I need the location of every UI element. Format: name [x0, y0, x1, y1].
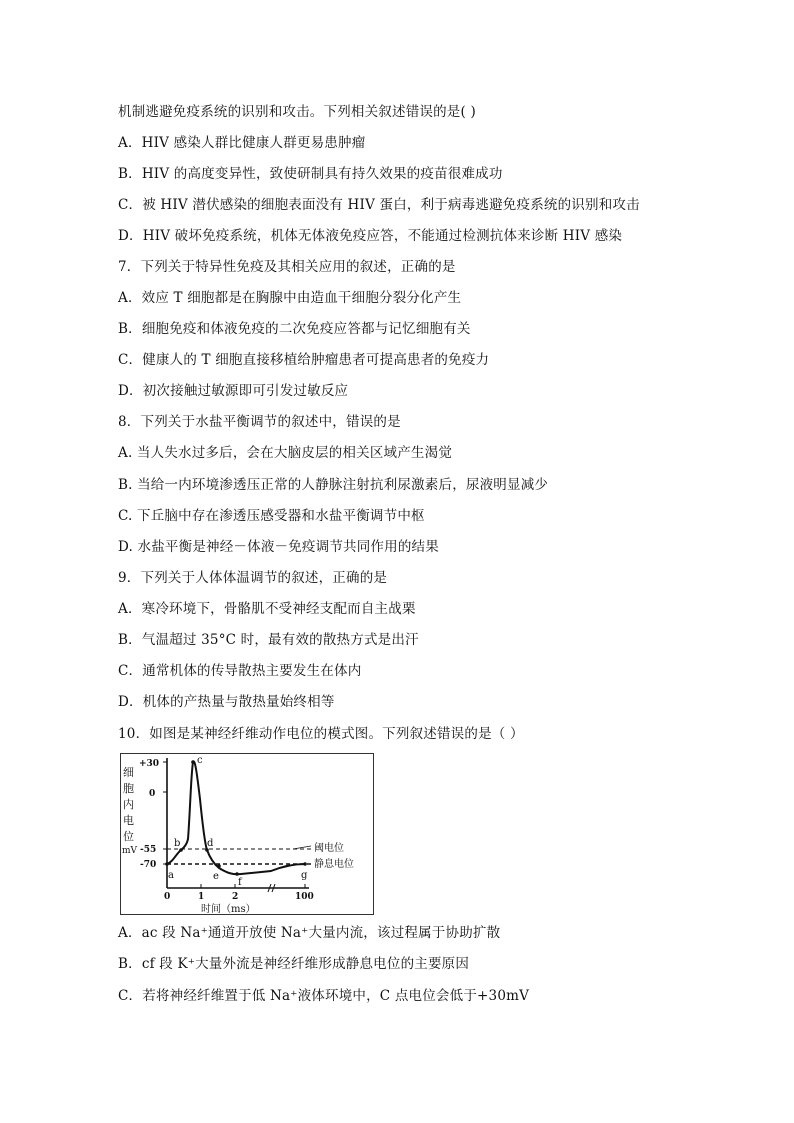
point-marker [217, 864, 221, 868]
text-line: B．细胞免疫和体液免疫的二次免疫应答都与记忆细胞有关 [118, 321, 471, 337]
potential-curve [167, 761, 305, 874]
point-marker [235, 872, 239, 876]
text-line: B. 当给一内环境渗透压正常的人静脉注射抗利尿激素后，尿液明显减少 [118, 477, 549, 493]
ylabel-char: 胞 [123, 782, 134, 795]
ytick-label: -70 [140, 860, 157, 870]
text-line: C. 下丘脑中存在渗透压感受器和水盐平衡调节中枢 [118, 508, 425, 524]
text-line: B．HIV 的高度变异性，致使研制具有持久效果的疫苗很难成功 [118, 166, 503, 182]
xtick-label: 0 [164, 892, 171, 902]
point-label-e: e [213, 871, 219, 882]
ylabel-char: 内 [123, 798, 134, 811]
action-potential-figure [120, 753, 374, 915]
ylabel-char: 位 [123, 830, 134, 843]
text-line: B．气温超过 35°C 时，最有效的散热方式是出汗 [118, 632, 419, 648]
xtick-label: 2 [232, 892, 239, 902]
text-line: A. 当人失水过多后，会在大脑皮层的相关区域产生渴觉 [118, 445, 453, 461]
text-line: C．被 HIV 潜伏感染的细胞表面没有 HIV 蛋白，利于病毒逃避免疫系统的识别和攻击 [118, 197, 640, 213]
ytick-label: +30 [139, 759, 160, 769]
resting-label: 静息电位 [314, 859, 354, 870]
text-line: C．健康人的 T 细胞直接移植给肿瘤患者可提高患者的免疫力 [118, 352, 490, 368]
ytick-label: 0 [149, 789, 156, 799]
point-label-c: c [197, 755, 203, 766]
text-line: A．HIV 感染人群比健康人群更易患肿瘤 [118, 135, 366, 151]
text-line: D. 水盐平衡是神经－体液－免疫调节共同作用的结果 [118, 539, 439, 555]
point-marker [303, 862, 307, 866]
text-line: 8．下列关于水盐平衡调节的叙述中，错误的是 [118, 414, 401, 430]
text-line: A．效应 T 细胞都是在胸腺中由造血干细胞分裂分化产生 [118, 290, 462, 306]
xtick-label: 100 [295, 892, 314, 902]
point-label-d: d [207, 838, 214, 849]
xtick-label: 1 [198, 892, 205, 902]
point-label-b: b [174, 838, 181, 849]
text-line: 10．如图是某神经纤维动作电位的模式图。下列叙述错误的是（ ） [118, 726, 524, 742]
text-line: A．寒冷环境下，骨骼肌不受神经支配而自主战栗 [118, 601, 416, 617]
point-marker [191, 760, 195, 764]
text-line: C．通常机体的传导散热主要发生在体内 [118, 663, 362, 679]
point-marker [165, 862, 169, 866]
point-label-g: g [301, 870, 308, 881]
ylabel-char: 细 [123, 766, 134, 779]
threshold-label: 阈电位 [314, 843, 344, 854]
question-text-line: 机制逃避免疫系统的识别和攻击。下列相关叙述错误的是( ) [118, 104, 476, 120]
text-line: 9．下列关于人体体温调节的叙述，正确的是 [118, 570, 388, 586]
text-line: D．机体的产热量与散热量始终相等 [118, 694, 335, 710]
text-line: D．HIV 破坏免疫系统，机体无体液免疫应答，不能通过检测抗体来诊断 HIV 感染 [118, 228, 623, 244]
ytick-label: -55 [140, 845, 157, 855]
text-line: B．cf 段 K⁺大量外流是神经纤维形成静息电位的主要原因 [118, 956, 470, 972]
text-line: 7．下列关于特异性免疫及其相关应用的叙述，正确的是 [118, 259, 456, 275]
point-label-f: f [238, 877, 242, 888]
text-line: A．ac 段 Na⁺通道开放使 Na⁺大量内流，该过程属于协助扩散 [118, 925, 501, 941]
point-label-a: a [168, 870, 174, 881]
resting-dash: - [307, 859, 311, 870]
text-line: C．若将神经纤维置于低 Na⁺液体环境中，C 点电位会低于+30mV [118, 988, 530, 1004]
text-line: D．初次接触过敏源即可引发过敏反应 [118, 383, 349, 399]
action-potential-chart [121, 754, 373, 914]
xlabel: 时间（ms） [201, 904, 256, 914]
ylabel-char: 电 [123, 814, 134, 827]
yunit: mV [122, 846, 138, 856]
